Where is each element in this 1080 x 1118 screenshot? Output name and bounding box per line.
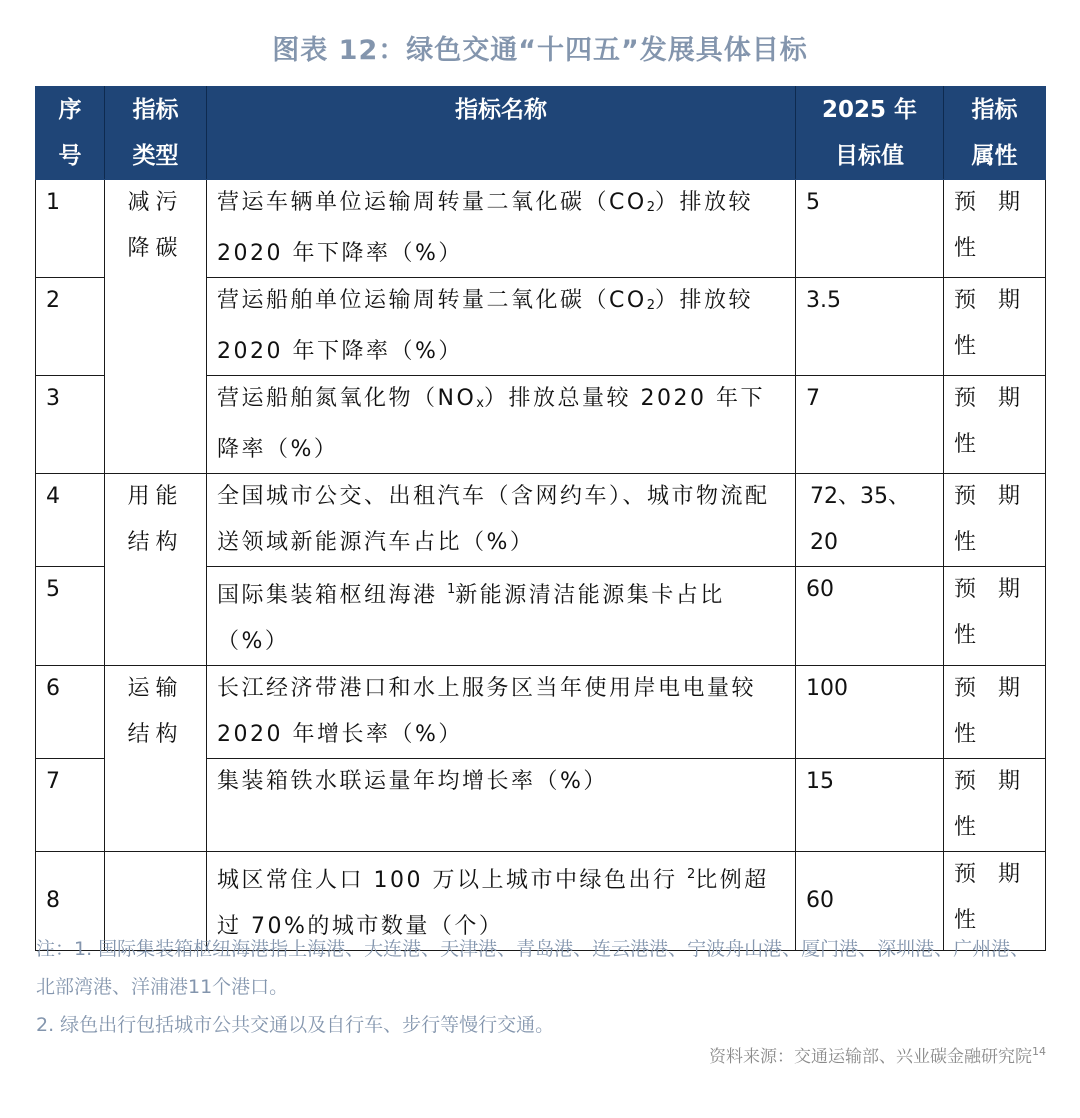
indicator-name: 营运船舶单位运输周转量二氧化碳$(CO_2)$排放较 2020 年下降率（%） (207, 278, 796, 376)
header-no: 序 号 (36, 87, 105, 180)
attribute-cell: 预 期 性 (944, 567, 1046, 666)
indicator-name: 全国城市公交、出租汽车（含网约车）、城市物流配送领域新能源汽车占比（%） (207, 474, 796, 567)
indicator-table (35, 86, 1046, 951)
table-notes (36, 930, 1048, 1044)
target-value: 5 (796, 180, 944, 278)
row-number: 7 (36, 759, 105, 852)
indicator-name: 集装箱铁水联运量年均增长率（%） (207, 759, 796, 852)
source-footnote-ref: 14 (1032, 1045, 1046, 1058)
target-value: 15 (796, 759, 944, 852)
row-number: 8 (36, 852, 105, 951)
header-attribute: 指标 属性 (944, 87, 1046, 180)
row-number: 6 (36, 666, 105, 759)
target-value: 100 (796, 666, 944, 759)
indicator-name: 城区常住人口 100 万以上城市中绿色出行 $^2$比例超过 70%的城市数量（个） (207, 852, 796, 951)
table-row (36, 666, 1046, 759)
category-cell: 减污 降碳 (105, 180, 207, 474)
row-number: 5 (36, 567, 105, 666)
attribute-cell: 预 期 性 (944, 376, 1046, 474)
target-value: 72、35、20 (796, 474, 944, 567)
page-title: 图表 12：绿色交通“十四五”发展具体目标 (272, 35, 808, 66)
attribute-cell: 预 期 性 (944, 666, 1046, 759)
indicator-name: 营运车辆单位运输周转量二氧化碳$(CO_2)$排放较 2020 年下降率（%） (207, 180, 796, 278)
indicator-name: 国际集装箱枢纽海港 $^1$新能源清洁能源集卡占比（%） (207, 567, 796, 666)
attribute-cell: 预 期 性 (944, 180, 1046, 278)
header-target-value: 2025 年 目标值 (796, 87, 944, 180)
target-value: 3.5 (796, 278, 944, 376)
source-line (709, 1042, 1046, 1067)
category-cell: 运输 结构 (105, 666, 207, 852)
source-text: 资料来源：交通运输部、兴业碳金融研究院 (709, 1047, 1032, 1067)
table-row (36, 180, 1046, 278)
attribute-cell: 预 期 性 (944, 759, 1046, 852)
header-name: 指标名称 (207, 87, 796, 180)
table-row (36, 474, 1046, 567)
attribute-cell: 预 期 性 (944, 474, 1046, 567)
attribute-cell: 预 期 性 (944, 278, 1046, 376)
target-value: 60 (796, 567, 944, 666)
indicator-name: 长江经济带港口和水上服务区当年使用岸电电量较 2020 年增长率（%） (207, 666, 796, 759)
row-number: 2 (36, 278, 105, 376)
row-number: 1 (36, 180, 105, 278)
row-number: 4 (36, 474, 105, 567)
target-value: 60 (796, 852, 944, 951)
attribute-cell: 预 期 性 (944, 852, 1046, 951)
category-cell: 用能 结构 (105, 474, 207, 666)
header-category: 指标 类型 (105, 87, 207, 180)
note-1: 注：1. 国际集装箱枢纽海港指上海港、大连港、天津港、青岛港、连云港港、宁波舟山港、厦门港、深圳港、广州港、北部湾港、洋浦港11个港口。 (36, 938, 1030, 998)
indicator-name: 营运船舶氮氧化物$(NO_x)$排放总量较 2020 年下降率（%） (207, 376, 796, 474)
target-value: 7 (796, 376, 944, 474)
row-number: 3 (36, 376, 105, 474)
table-header-row (36, 87, 1046, 180)
note-2: 2. 绿色出行包括城市公共交通以及自行车、步行等慢行交通。 (36, 1014, 555, 1036)
